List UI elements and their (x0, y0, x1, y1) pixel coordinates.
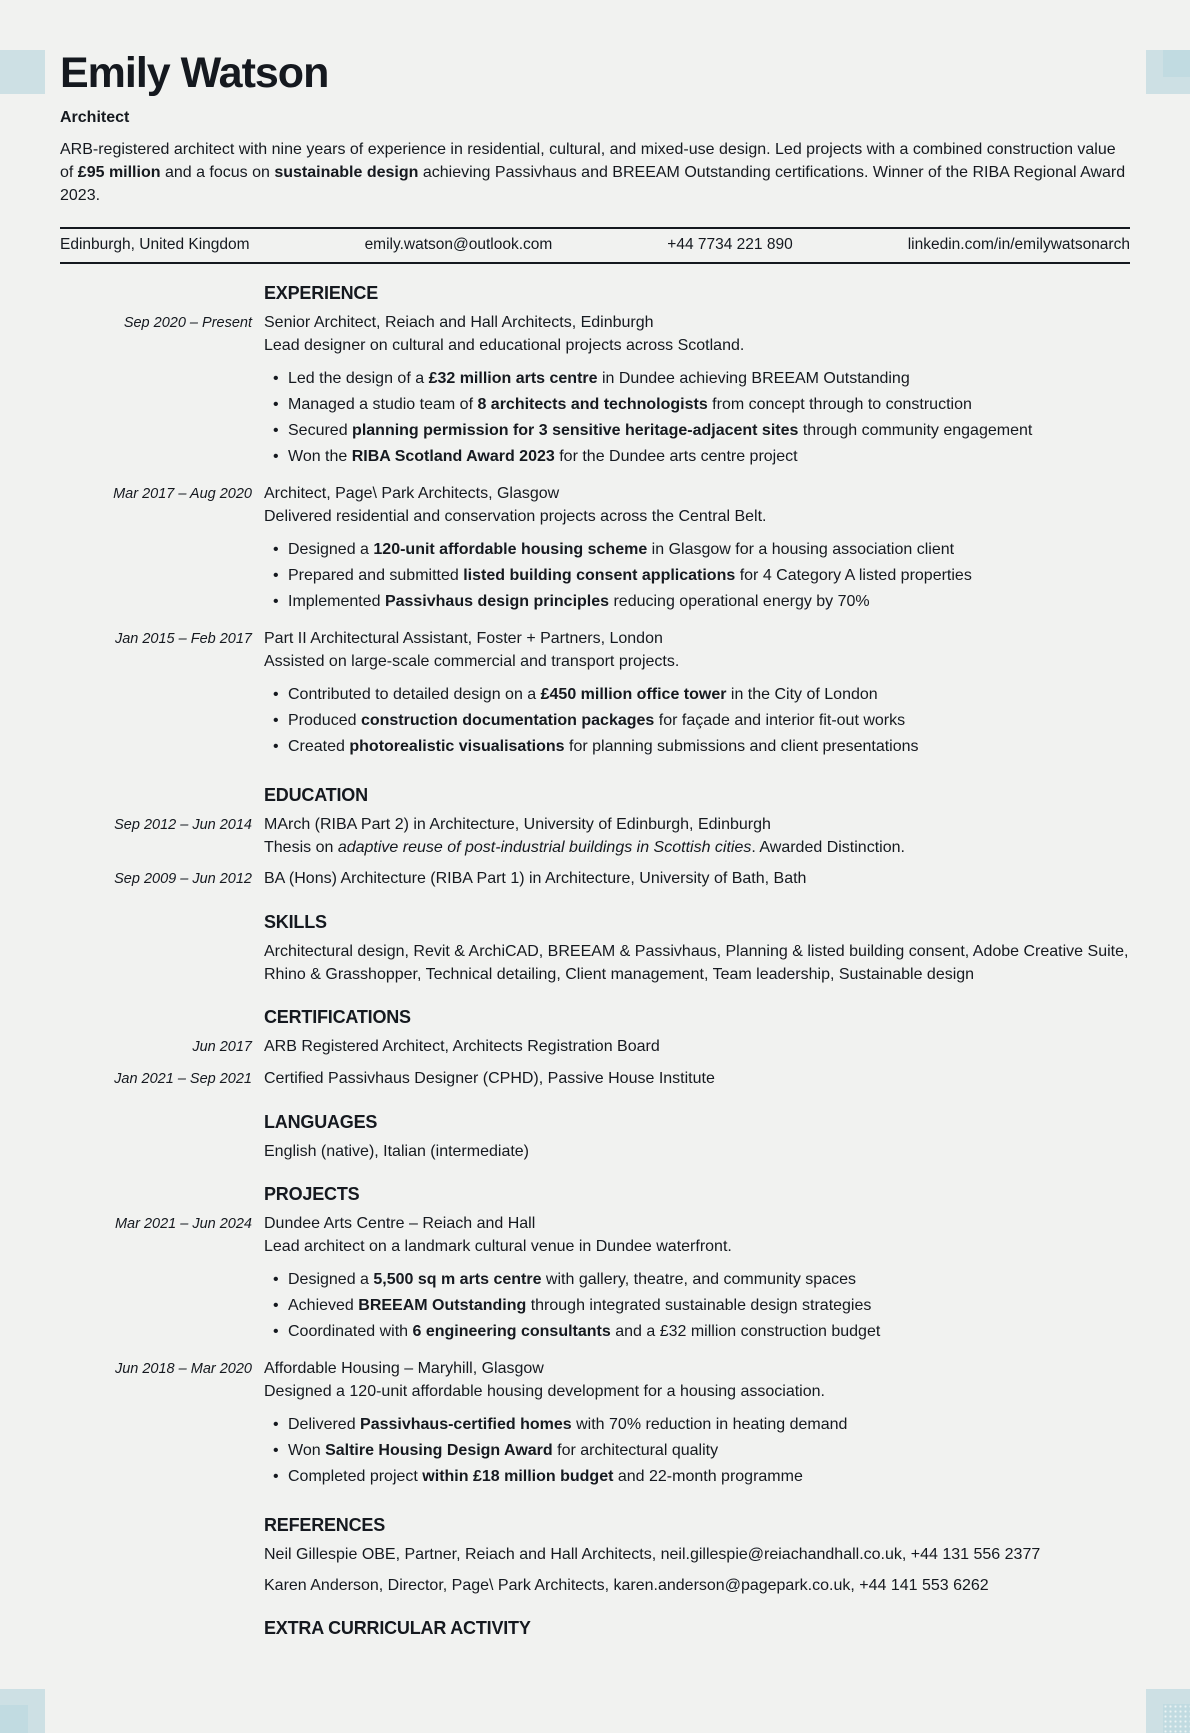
entry-body (264, 1140, 1130, 1163)
entry-date (60, 940, 252, 986)
entry-description: Assisted on large-scale commercial and transport projects. (264, 653, 680, 670)
entry-body (264, 813, 1130, 859)
resume-entry (60, 940, 1130, 986)
resume-section (60, 1617, 1130, 1646)
entry-description: Thesis on adaptive reuse of post-industrial buildings in Scottish cities. Awarded Distinction. (264, 839, 905, 856)
resume-entry (60, 1035, 1130, 1059)
entry-body (264, 1357, 1130, 1494)
entry-title: ARB Registered Architect, Architects Registration Board (264, 1038, 660, 1055)
bullet-list (264, 539, 1130, 613)
entry-date (60, 1140, 252, 1163)
entry-body (264, 1574, 1130, 1597)
corner-decoration-top-right-inner (1163, 50, 1190, 77)
entry-title: Affordable Housing – Maryhill, Glasgow (264, 1360, 544, 1377)
entry-description: Lead architect on a landmark cultural venue in Dundee waterfront. (264, 1238, 732, 1255)
bullet-list (264, 368, 1130, 468)
resume-section (60, 1006, 1130, 1091)
bullet-item: • Produced construction documentation packages for façade and interior fit-out works (264, 710, 1130, 732)
entry-title: Certified Passivhaus Designer (CPHD), Passive House Institute (264, 1070, 715, 1087)
bullet-item: • Achieved BREEAM Outstanding through integrated sustainable design strategies (264, 1295, 1130, 1317)
resume-entry (60, 1543, 1130, 1566)
corner-decoration-top-left (0, 50, 45, 94)
section-entries (60, 813, 1130, 891)
section-heading-spacer (60, 1617, 252, 1646)
entry-body (264, 1212, 1130, 1349)
section-heading: LANGUAGES (264, 1112, 378, 1132)
resume-entry (60, 867, 1130, 891)
entry-description: Karen Anderson, Director, Page\ Park Architects, karen.anderson@pagepark.co.uk, +44 141 553 6262 (264, 1577, 989, 1594)
entry-title: BA (Hons) Architecture (RIBA Part 1) in Architecture, University of Bath, Bath (264, 870, 807, 887)
resume-section (60, 1111, 1130, 1163)
bullet-item: • Secured planning permission for 3 sensitive heritage-adjacent sites through community engagement (264, 420, 1130, 442)
corner-decoration-bottom-left-inner (0, 1705, 28, 1733)
entry-body (264, 311, 1130, 474)
entry-date: Sep 2009 – Jun 2012 (114, 871, 252, 887)
entry-date: Jun 2017 (192, 1039, 252, 1055)
entry-body (264, 1035, 1130, 1059)
entry-date: Jan 2021 – Sep 2021 (114, 1071, 252, 1087)
section-heading-spacer (60, 1006, 252, 1035)
entry-date: Sep 2012 – Jun 2014 (114, 817, 252, 833)
section-heading-spacer (60, 282, 252, 311)
contact-email: emily.watson@outlook.com (364, 236, 553, 253)
resume-section (60, 282, 1130, 764)
resume-section (60, 911, 1130, 986)
resume-entry (60, 627, 1130, 764)
entry-description: Neil Gillespie OBE, Partner, Reiach and Hall Architects, neil.gillespie@reiachandhall.co.uk, +44 131 556 2377 (264, 1546, 1041, 1563)
section-entries (60, 940, 1130, 986)
section-heading: EXTRA CURRICULAR ACTIVITY (264, 1618, 531, 1638)
bullet-item: • Coordinated with 6 engineering consultants and a £32 million construction budget (264, 1321, 1130, 1343)
section-heading-spacer (60, 1111, 252, 1140)
entry-date: Jan 2015 – Feb 2017 (114, 631, 252, 647)
entry-date: Mar 2021 – Jun 2024 (114, 1216, 252, 1232)
resume-entry (60, 1212, 1130, 1349)
contact-linkedin: linkedin.com/in/emilywatsonarch (907, 236, 1130, 253)
section-entries (60, 1035, 1130, 1091)
section-heading-spacer (60, 1514, 252, 1543)
resume-section (60, 1514, 1130, 1597)
entry-date (60, 1543, 252, 1566)
entry-description: Delivered residential and conservation projects across the Central Belt. (264, 508, 767, 525)
bullet-item: • Implemented Passivhaus design principles reducing operational energy by 70% (264, 591, 1130, 613)
corner-decoration-bottom-left (0, 1689, 45, 1733)
bullet-item: • Won the RIBA Scotland Award 2023 for the Dundee arts centre project (264, 446, 1130, 468)
bullet-item: • Designed a 5,500 sq m arts centre with gallery, theatre, and community spaces (264, 1269, 1130, 1291)
bullet-item: • Prepared and submitted listed building consent applications for 4 Category A listed properties (264, 565, 1130, 587)
bullet-list (264, 1414, 1130, 1488)
bullet-item: • Delivered Passivhaus-certified homes with 70% reduction in heating demand (264, 1414, 1130, 1436)
entry-date: Sep 2020 – Present (123, 315, 252, 331)
sections (60, 282, 1130, 1646)
entry-body (264, 1543, 1130, 1566)
section-entries (60, 1140, 1130, 1163)
section-heading: EDUCATION (264, 785, 368, 805)
entry-date: Jun 2018 – Mar 2020 (114, 1361, 252, 1377)
section-heading-spacer (60, 784, 252, 813)
resume-entry (60, 813, 1130, 859)
contact-bar (60, 227, 1130, 264)
entry-date (60, 1574, 252, 1597)
resume-entry (60, 1574, 1130, 1597)
bullet-item: • Managed a studio team of 8 architects and technologists from concept through to construction (264, 394, 1130, 416)
resume-entry (60, 1357, 1130, 1494)
section-entries (60, 311, 1130, 764)
section-heading: REFERENCES (264, 1515, 386, 1535)
resume-entry (60, 1067, 1130, 1091)
entry-body (264, 940, 1130, 986)
entry-description: Designed a 120-unit affordable housing development for a housing association. (264, 1383, 825, 1400)
section-heading-spacer (60, 1183, 252, 1212)
person-name: Emily Watson (60, 49, 329, 97)
bullet-item: • Contributed to detailed design on a £450 million office tower in the City of London (264, 684, 1130, 706)
section-heading: SKILLS (264, 912, 327, 932)
summary-paragraph: ARB-registered architect with nine years of experience in residential, cultural, and mixed-use design. Led projects with a combined construction value of £95 million and a focus on sustainable design achieving Passivhaus and BREEAM Outstanding certifications. Winner of the RIBA Regional Award 2023. (60, 141, 1126, 204)
entry-title: Dundee Arts Centre – Reiach and Hall (264, 1215, 536, 1232)
corner-decoration-bottom-right (1146, 1689, 1190, 1733)
bullet-item: • Completed project within £18 million budget and 22-month programme (264, 1466, 1130, 1488)
bullet-item: • Designed a 120-unit affordable housing scheme in Glasgow for a housing association client (264, 539, 1130, 561)
bullet-item: • Won Saltire Housing Design Award for architectural quality (264, 1440, 1130, 1462)
section-entries (60, 1543, 1130, 1597)
resume-entry (60, 1140, 1130, 1163)
resume-page (0, 50, 1190, 1646)
entry-date: Mar 2017 – Aug 2020 (113, 486, 252, 502)
resume-section (60, 1183, 1130, 1494)
entry-title: Part II Architectural Assistant, Foster + Partners, London (264, 630, 663, 647)
entry-body (264, 867, 1130, 891)
entry-title: MArch (RIBA Part 2) in Architecture, University of Edinburgh, Edinburgh (264, 816, 771, 833)
entry-body (264, 482, 1130, 619)
person-job-title: Architect (60, 109, 130, 126)
bullet-item: • Created photorealistic visualisations for planning submissions and client presentations (264, 736, 1130, 758)
entry-title: Senior Architect, Reiach and Hall Architects, Edinburgh (264, 314, 654, 331)
resume-entry (60, 482, 1130, 619)
entry-description: English (native), Italian (intermediate) (264, 1143, 530, 1160)
section-heading: EXPERIENCE (264, 283, 379, 303)
entry-body (264, 627, 1130, 764)
bullet-list (264, 1269, 1130, 1343)
section-entries (60, 1212, 1130, 1494)
corner-decoration-top-right (1146, 50, 1190, 94)
corner-decoration-bottom-right-dots (1163, 1704, 1190, 1733)
entry-title: Architect, Page\ Park Architects, Glasgow (264, 485, 560, 502)
entry-description: Architectural design, Revit & ArchiCAD, BREEAM & Passivhaus, Planning & listed building consent, Adobe Creative Suite, Rhino & Grasshopper, Technical detailing, Client management, Team leadership, Sustainable design (264, 943, 1129, 983)
bullet-list (264, 684, 1130, 758)
section-heading: PROJECTS (264, 1184, 360, 1204)
resume-entry (60, 311, 1130, 474)
section-heading-spacer (60, 911, 252, 940)
bullet-item: • Led the design of a £32 million arts centre in Dundee achieving BREEAM Outstanding (264, 368, 1130, 390)
contact-phone: +44 7734 221 890 (667, 236, 793, 253)
section-heading: CERTIFICATIONS (264, 1007, 411, 1027)
entry-description: Lead designer on cultural and educational projects across Scotland. (264, 337, 745, 354)
resume-section (60, 784, 1130, 891)
contact-location: Edinburgh, United Kingdom (60, 236, 250, 253)
entry-body (264, 1067, 1130, 1091)
